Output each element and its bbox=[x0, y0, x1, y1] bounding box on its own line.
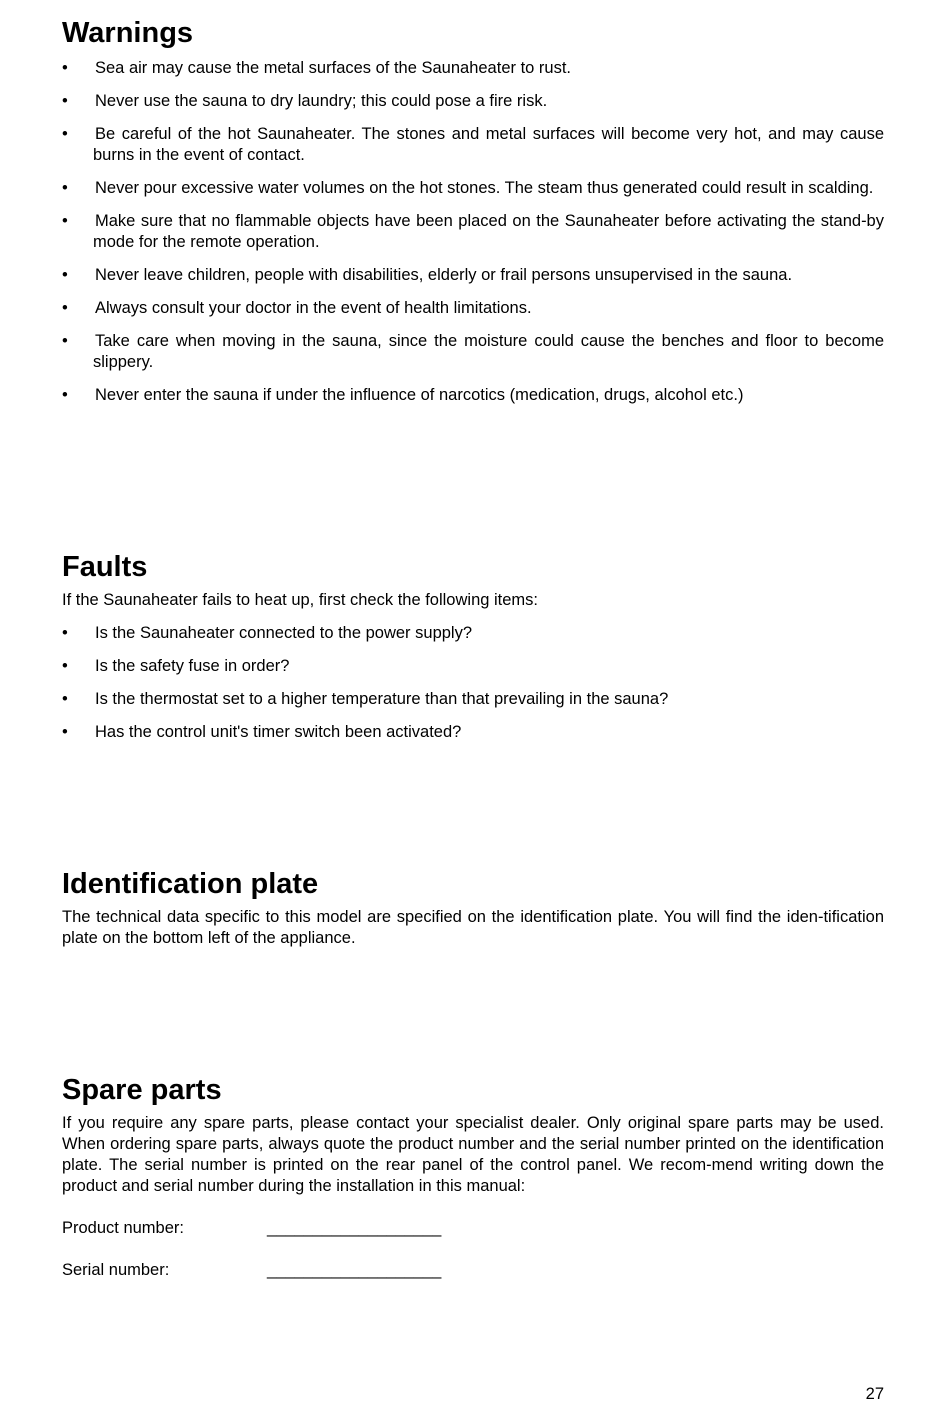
warning-item bbox=[62, 385, 884, 406]
fault-item bbox=[62, 722, 884, 743]
faults-heading: Faults bbox=[62, 551, 148, 583]
bullet-icon: • bbox=[62, 125, 68, 143]
warnings-section bbox=[62, 16, 884, 418]
warning-text: Sea air may cause the metal surfaces of the Saunaheater to rust. bbox=[95, 59, 572, 77]
warnings-heading: Warnings bbox=[62, 17, 194, 49]
spare-parts-heading: Spare parts bbox=[62, 1074, 222, 1106]
bullet-icon: • bbox=[62, 690, 68, 708]
fault-text: Is the Saunaheater connected to the power supply? bbox=[95, 624, 473, 642]
warning-item bbox=[62, 211, 884, 253]
warning-item bbox=[62, 124, 884, 166]
fault-item bbox=[62, 656, 884, 677]
fault-text: Is the thermostat set to a higher temperature than that prevailing in the sauna? bbox=[95, 690, 669, 708]
warning-text: Always consult your doctor in the event of health limitations. bbox=[95, 299, 532, 317]
serial-number-row bbox=[62, 1260, 884, 1281]
warning-text: Never leave children, people with disabilities, elderly or frail persons unsupervised in the sauna. bbox=[95, 266, 793, 284]
warning-text: Never pour excessive water volumes on the hot stones. The steam thus generated could result in scalding. bbox=[95, 179, 874, 197]
bullet-icon: • bbox=[62, 332, 68, 350]
bullet-icon: • bbox=[62, 723, 68, 741]
manual-page bbox=[62, 0, 884, 1401]
faults-intro: If the Saunaheater fails to heat up, first check the following items: bbox=[62, 591, 539, 609]
warning-item bbox=[62, 265, 884, 286]
identification-section bbox=[62, 867, 884, 949]
identification-text: The technical data specific to this model are specified on the identification plate. You will find the iden-tification plate on the bottom left of the appliance. bbox=[62, 908, 884, 947]
fault-text: Has the control unit's timer switch been activated? bbox=[95, 723, 462, 741]
fault-text: Is the safety fuse in order? bbox=[95, 657, 290, 675]
serial-number-blank: ___________________ bbox=[267, 1261, 442, 1279]
warning-text: Never use the sauna to dry laundry; this could pose a fire risk. bbox=[95, 92, 548, 110]
warning-item bbox=[62, 58, 884, 79]
warning-text: Make sure that no flammable objects have been placed on the Saunaheater before activating the stand-by mode for the remote operation. bbox=[93, 212, 884, 251]
bullet-icon: • bbox=[62, 624, 68, 642]
fault-item bbox=[62, 689, 884, 710]
warning-text: Be careful of the hot Saunaheater. The stones and metal surfaces will become very hot, and may cause burns in the event of contact. bbox=[93, 125, 884, 164]
warning-item bbox=[62, 91, 884, 112]
identification-heading: Identification plate bbox=[62, 868, 319, 900]
bullet-icon: • bbox=[62, 266, 68, 284]
product-number-label: Product number: bbox=[62, 1219, 184, 1237]
warning-item bbox=[62, 298, 884, 319]
warning-text: Never enter the sauna if under the influence of narcotics (medication, drugs, alcohol etc.) bbox=[95, 386, 744, 404]
warnings-list bbox=[62, 58, 884, 406]
bullet-icon: • bbox=[62, 179, 68, 197]
faults-list bbox=[62, 623, 884, 743]
bullet-icon: • bbox=[62, 59, 68, 77]
spare-parts-section bbox=[62, 1073, 884, 1302]
bullet-icon: • bbox=[62, 92, 68, 110]
product-number-row bbox=[62, 1218, 884, 1239]
page-number: 27 bbox=[865, 1385, 884, 1403]
product-number-blank: ___________________ bbox=[267, 1219, 442, 1237]
spare-parts-text: If you require any spare parts, please contact your specialist dealer. Only original spare parts may be used. When ordering spare parts, always quote the product number and the serial number printed on the identification plate. The serial number is printed on the rear panel of the control panel. We recom-mend writing down the product and serial number during the installation in this manual: bbox=[62, 1114, 884, 1195]
fault-item bbox=[62, 623, 884, 644]
bullet-icon: • bbox=[62, 212, 68, 230]
bullet-icon: • bbox=[62, 299, 68, 317]
serial-number-label: Serial number: bbox=[62, 1261, 170, 1279]
bullet-icon: • bbox=[62, 657, 68, 675]
bullet-icon: • bbox=[62, 386, 68, 404]
warning-text: Take care when moving in the sauna, since the moisture could cause the benches and floor to become slippery. bbox=[93, 332, 884, 371]
faults-section bbox=[62, 550, 884, 755]
warning-item bbox=[62, 331, 884, 373]
warning-item bbox=[62, 178, 884, 199]
serial-fields bbox=[62, 1218, 884, 1281]
